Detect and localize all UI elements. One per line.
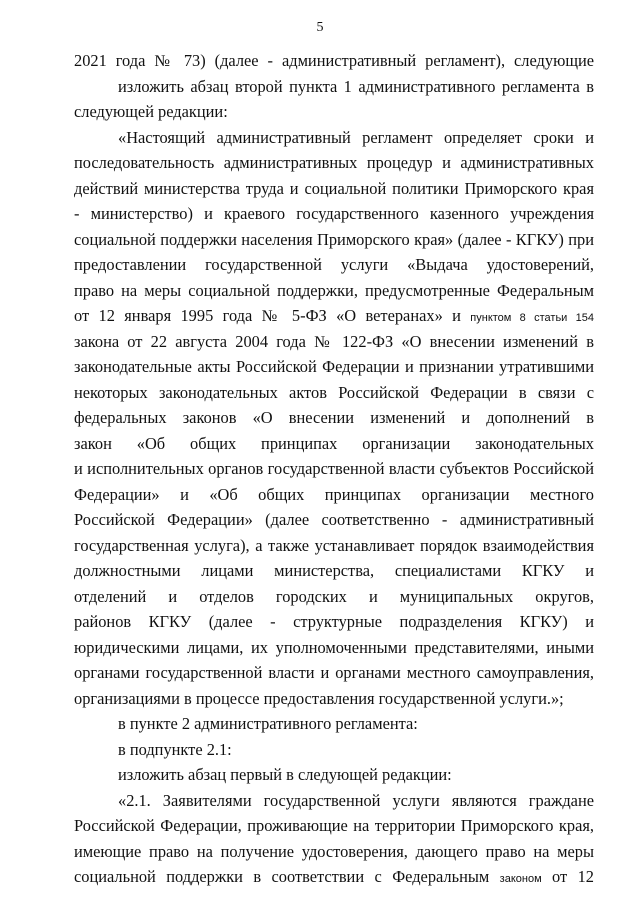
text-line: Российской Федерации» (далее соответственно - административный xyxy=(74,510,594,529)
text-line xyxy=(74,864,594,890)
text-line: следующей редакции: xyxy=(74,102,228,121)
text-line: районов КГКУ (далее - структурные подразделения КГКУ) и xyxy=(74,612,594,631)
text-line: изложить абзац первый в следующей редакции: xyxy=(118,765,452,784)
text-line: последовательность административных процедур и административных xyxy=(74,153,594,172)
text-line: социальной поддержки населения Приморского края» (далее - КГКУ) при xyxy=(74,229,594,249)
text-line: законодательные акты Российской Федерации и признании утратившими xyxy=(74,357,594,376)
law-reference-link[interactable]: пунктом 8 статьи 154 xyxy=(470,312,594,324)
text-line: «2.1. Заявителями государственной услуги являются граждане xyxy=(118,790,594,810)
text-line: изложить абзац второй пункта 1 административного регламента в xyxy=(118,76,594,96)
text-line: закон «Об общих принципах организации законодательных xyxy=(74,433,594,453)
text-line: организациями в процессе предоставления государственной услуги.»; xyxy=(74,688,564,708)
text-line: в пункте 2 административного регламента: xyxy=(118,714,418,733)
text-line: имеющие право на получение удостоверения, дающего право на меры xyxy=(74,841,594,861)
text-line: государственная услуга), а также устанавливает порядок взаимодействия xyxy=(74,535,594,555)
text-line: «Настоящий административный регламент определяет сроки и xyxy=(118,127,594,147)
text-line xyxy=(74,278,594,304)
page-number: 5 xyxy=(316,20,324,35)
text-fragment: социальной поддержки в соответствии с Федеральным xyxy=(74,867,500,886)
law-reference-link[interactable]: законом xyxy=(499,873,542,885)
text-line: предоставлении государственной услуги «Выдача удостоверений, xyxy=(74,255,594,274)
text-fragment: право на меры социальной поддержки, предусмотренные Федеральным xyxy=(74,280,594,300)
text-line: некоторых законодательных актов Российской Федерации в связи с xyxy=(74,382,594,402)
text-line: 2021 года № 73) (далее - административный регламент), следующие xyxy=(74,51,594,70)
text-line: действий министерства труда и социальной политики Приморского края xyxy=(74,178,594,198)
text-line: отделений и отделов городских и муниципальных округов, xyxy=(74,586,594,606)
document-body xyxy=(74,48,594,890)
text-line: юридическими лицами, их уполномоченными представителями, иными xyxy=(74,637,594,657)
text-line: закона от 22 августа 2004 года № 122-ФЗ «О внесении изменений в xyxy=(74,331,594,351)
text-fragment: от 12 января 1995 года № 5-ФЗ «О ветеранах» и xyxy=(74,306,471,325)
text-line: - министерство) и краевого государственного казенного учреждения xyxy=(74,204,594,223)
text-line: федеральных законов «О внесении изменений и дополнений в xyxy=(74,408,594,427)
text-line xyxy=(74,303,594,329)
text-line: должностными лицами министерства, специалистами КГКУ и xyxy=(74,561,594,580)
text-line: органами государственной власти и органами местного самоуправления, xyxy=(74,663,594,682)
text-fragment: от 12 xyxy=(552,867,594,886)
text-line: Федерации» и «Об общих принципах организации местного xyxy=(74,484,594,504)
text-line: Российской Федерации, проживающие на территории Приморского края, xyxy=(74,816,594,835)
text-line: в подпункте 2.1: xyxy=(118,739,232,759)
text-line: и исполнительных органов государственной власти субъектов Российской xyxy=(74,459,594,478)
